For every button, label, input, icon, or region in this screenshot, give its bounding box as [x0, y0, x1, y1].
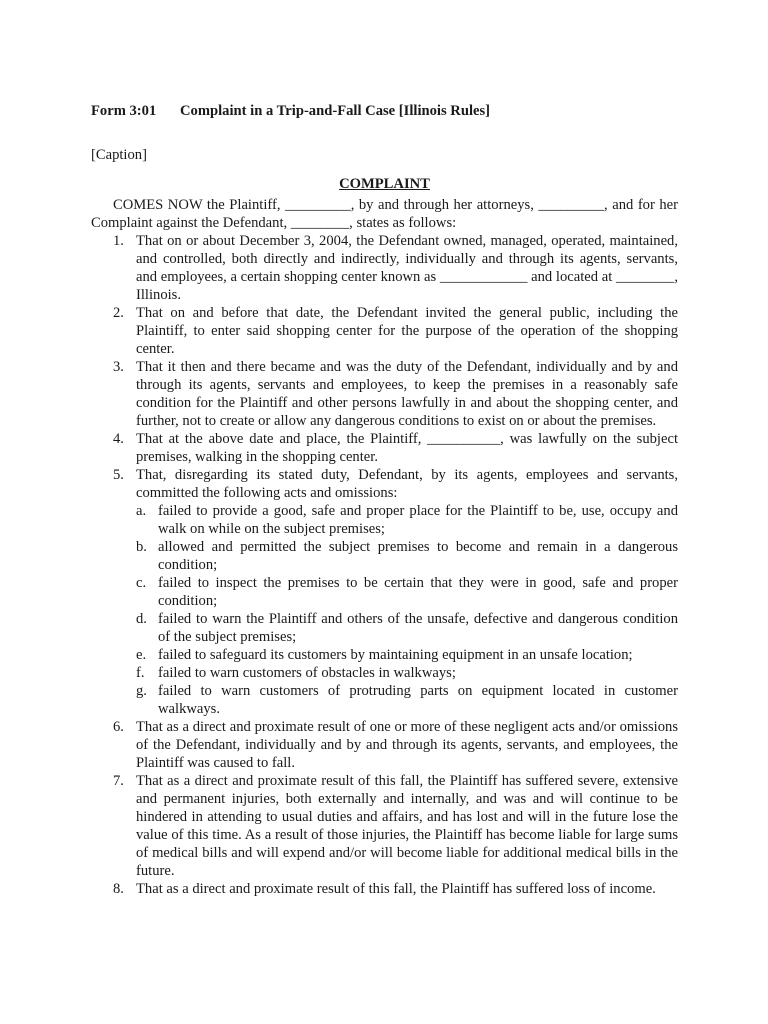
form-header [91, 102, 678, 120]
paragraph-text: That on or about December 3, 2004, the Defendant owned, managed, operated, maintained, and controlled, both directly and indirectly, individually and through its agents, servants, and employees, a certain shopping center known as ____________ and located at ________, Illinois. [136, 233, 678, 303]
subitem [136, 682, 678, 718]
paragraph-number: 6. [113, 719, 124, 735]
paragraph-text: That at the above date and place, the Plaintiff, __________, was lawfully on the subject premises, walking in the shopping center. [136, 431, 678, 465]
paragraph-number: 8. [113, 881, 124, 897]
subitem-letter: e. [136, 647, 147, 663]
paragraph-text: That it then and there became and was the duty of the Defendant, individually and by and through its agents, servants and employees, to keep the premises in a reasonably safe condition for the Plaintiff and other persons lawfully in and about the shopping center, and further, not to create or allow any dangerous conditions to exist on or about the premises. [136, 359, 678, 429]
form-title: Complaint in a Trip-and-Fall Case [Illinois Rules] [180, 103, 491, 119]
paragraph-number: 7. [113, 773, 124, 789]
intro-text: COMES NOW the Plaintiff, _________, by and through her attorneys, _________, and for her Complaint against the Defendant, ________, states as follows: [91, 197, 678, 231]
subitem-letter: b. [136, 539, 147, 555]
subitem-text: failed to provide a good, safe and proper place for the Plaintiff to be, use, occupy and walk on while on the subject premises; [158, 503, 678, 537]
allegation-paragraph [91, 466, 678, 718]
subitem [136, 664, 678, 682]
paragraph-text: That on and before that date, the Defendant invited the general public, including the Plaintiff, to enter said shopping center for the purpose of the operation of the shopping center. [136, 305, 678, 357]
caption-placeholder: [Caption] [91, 147, 147, 163]
allegation-paragraph [91, 718, 678, 772]
document-title: COMPLAINT [339, 176, 430, 192]
allegations-list [91, 232, 678, 898]
subitem-letter: a. [136, 503, 147, 519]
paragraph-text: That as a direct and proximate result of one or more of these negligent acts and/or omissions of the Defendant, individually and by and through its agents, servants, and employees, the Plaintiff was caused to fall. [136, 719, 678, 771]
subitem-text: failed to warn the Plaintiff and others of the unsafe, defective and dangerous condition of the subject premises; [158, 611, 678, 645]
subitem-text: failed to warn customers of obstacles in walkways; [158, 665, 456, 681]
subitem-text: failed to safeguard its customers by maintaining equipment in an unsafe location; [158, 647, 633, 663]
paragraph-number: 1. [113, 233, 124, 249]
paragraph-number: 2. [113, 305, 124, 321]
subitem-text: failed to warn customers of protruding parts on equipment located in customer walkways. [158, 683, 678, 717]
subitem-letter: d. [136, 611, 147, 627]
allegation-paragraph [91, 358, 678, 430]
subitem [136, 610, 678, 646]
allegation-paragraph [91, 772, 678, 880]
acts-and-omissions-list [136, 502, 678, 718]
allegation-paragraph [91, 232, 678, 304]
paragraph-text: That as a direct and proximate result of this fall, the Plaintiff has suffered severe, extensive and permanent injuries, both externally and internally, and was and will continue to be hindered in attending to usual duties and affairs, and has lost and will in the future lose the value of this time. As a result of those injuries, the Plaintiff has become liable for large sums of medical bills and will expend and/or will become liable for additional medical bills in the future. [136, 773, 678, 879]
intro-paragraph [91, 196, 678, 232]
allegation-paragraph [91, 304, 678, 358]
subitem-letter: g. [136, 683, 147, 699]
paragraph-number: 4. [113, 431, 124, 447]
subitem [136, 538, 678, 574]
subitem-text: failed to inspect the premises to be certain that they were in good, safe and proper condition; [158, 575, 678, 609]
allegation-paragraph [91, 430, 678, 466]
subitem [136, 574, 678, 610]
paragraph-number: 3. [113, 359, 124, 375]
paragraph-number: 5. [113, 467, 124, 483]
paragraph-text: That as a direct and proximate result of this fall, the Plaintiff has suffered loss of income. [136, 881, 656, 897]
document-page [91, 102, 678, 898]
subitem-letter: c. [136, 575, 147, 591]
subitem [136, 646, 678, 664]
paragraph-text: That, disregarding its stated duty, Defendant, by its agents, employees and servants, committed the following acts and omissions: [136, 467, 678, 501]
subitem [136, 502, 678, 538]
subitem-text: allowed and permitted the subject premises to become and remain in a dangerous condition; [158, 539, 678, 573]
subitem-letter: f. [136, 665, 145, 681]
form-number: Form 3:01 [91, 103, 157, 119]
allegation-paragraph [91, 880, 678, 898]
